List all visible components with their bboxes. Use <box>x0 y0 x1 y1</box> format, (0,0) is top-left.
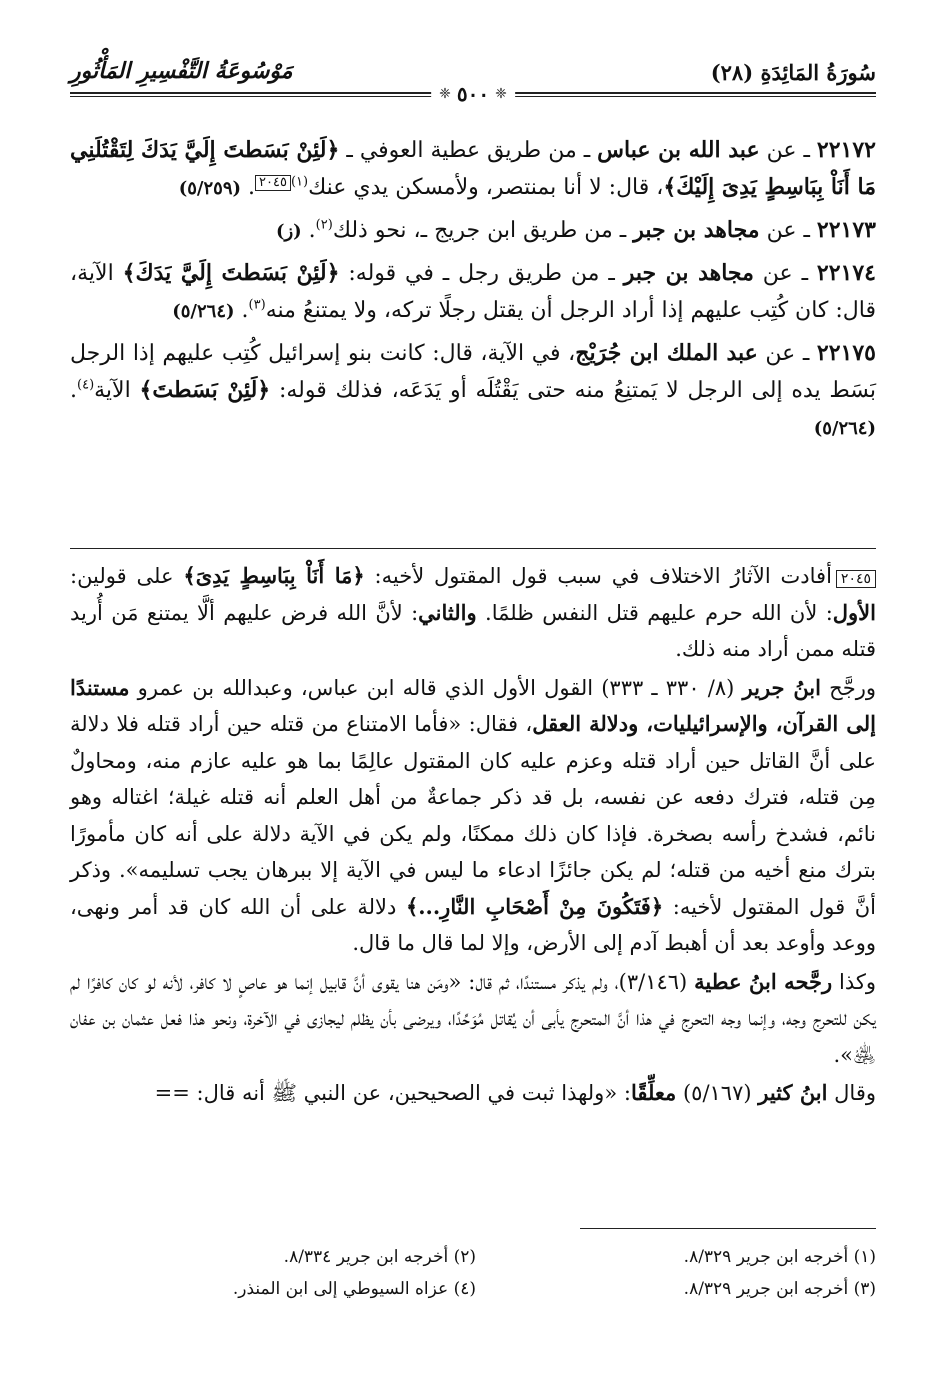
quran-quote: ﴿مَا أَنَاْ بِبَاسِطٍ يَدِىَ﴾ <box>183 563 365 588</box>
entry-text: الآية <box>94 378 140 403</box>
footnote-rule <box>580 1228 876 1229</box>
running-header <box>70 56 876 106</box>
scholar-name: رجَّحه ابنُ عطية <box>694 968 833 994</box>
ornament-icon: ❈ <box>495 86 507 102</box>
narrator-name: عبد الله بن عباس <box>597 137 760 163</box>
narration-list <box>70 132 876 452</box>
commentary-paragraph <box>70 1075 876 1112</box>
footnote-marker: (٣) <box>248 297 266 313</box>
footnote-marker: (٤) <box>77 377 95 393</box>
page-number-block <box>431 82 515 106</box>
commentary-text: ورجَّح <box>821 675 876 700</box>
narration-entry <box>70 335 876 447</box>
entry-text: ـ من طريق عطية العوفي ـ <box>339 138 598 163</box>
commentary-text: دلالة على أن الله كان قد أمر ونهى، ووعد وأوعد بعد أن أهبط آدم إلى الأرض، وإلا لما قال ما قال. <box>70 894 876 955</box>
commentary-text: ، فقال: «فأما الامتناع من قتله حين أراد قتله فلا دلالة على أنَّ القاتل حين أراد قتله وعزم عليه كان المقتول عالِمًا بما هو عليه عازم منه، ومحاولٌ مِن قتله، فترك دفعه عن نفسه، بل قد ذكر جماعةٌ من أهل العلم أنه قتله غيلة؛ اغتاله وهو نائم، فشدخ رأسه بصخرة. فإذا كان ذلك ممكنًا، ولم يكن في الآية دلالة على أنه كان مأمورًا بترك منع أخيه من قتله؛ لم يكن جائزًا ادعاء ما ليس في الآية إلا ببرهان يجب تسليمه». وذكر أنَّ قول المقتول لأخيه: <box>70 712 877 919</box>
footnote-marker: (٢) <box>315 217 333 233</box>
comment-type: معلِّقًا <box>630 1080 677 1105</box>
entry-number: ٢٢١٧٢ <box>816 137 876 163</box>
entry-text: ـ من طريق ابن جريج ـ، نحو ذلك <box>332 218 634 243</box>
entry-text: . <box>70 378 77 403</box>
second-opinion-label: والثاني <box>418 599 477 625</box>
footnote: (٣) أخرجه ابن جرير ٨/٣٢٩. <box>683 1279 876 1299</box>
narrator-name: عبد الملك ابن جُرَيْج <box>575 340 758 366</box>
volume-page-ref: (ز) <box>275 221 302 242</box>
book-title: مَوْسُوعَةُ التَّفْسِيرِ المَأْثُورِ <box>70 58 293 84</box>
ornament-icon: ❈ <box>439 86 451 102</box>
narration-entry <box>70 255 876 330</box>
commentary-block <box>70 558 876 1114</box>
quran-quote: ﴿لَئِنْ بَسَطتَ إِلَيَّ يَدَكَ لِتَقْتُلَنِي مَا أَنَاْ بِبَاسِطٍ يَدِىَ إِلَيْكَ﴾ <box>70 137 876 200</box>
commentary-box-number: ٢٠٤٥ <box>836 570 876 588</box>
commentary-text: أفادت الآثارُ الاختلاف في سبب قول المقتول لأخيه: <box>364 564 832 588</box>
commentary-text: (٣/١٤٦)، ولم يذكر مستندًا، ثم قال: «ومَن هنا يقوى أنَّ قابيل إنما هو عاصٍ لا كافر، لأنه لو كان كافرًا لم يكن للتحرج وجه، وإنما وجه التحرج في هذا أنَّ المتحرج يأبى أن يُقاتل مُوَحِّدًا، ويرضى بأن يظلم ليجازى في الآخرة، ونحو هذا فعل عثمان بن عفان ﵁». <box>70 969 876 1067</box>
entry-text: . <box>234 298 249 323</box>
entry-text: الآية، قال: كان كُتِب عليهم إذا أراد الرجل أن يقتل رجلًا تركه، ولا يمتنعُ منه <box>70 261 876 323</box>
narrator-name: مجاهد بن جبر <box>633 217 760 243</box>
footnote-marker: (١) <box>290 174 309 190</box>
evidence-basis: مستندًا إلى القرآن، والإسرائيليات، ودلالة العقل <box>70 674 876 736</box>
commentary-text: : لأنَّ الله فرض عليهم ألَّا يمتنع مَن أُريد قتله ممن أراد منه ذلك. <box>70 600 876 661</box>
surah-title: سُورَةُ المَائِدَةِ (٢٨) <box>710 60 876 85</box>
entry-text: ـ عن <box>759 138 817 163</box>
commentary-text: على قولين: <box>70 564 184 588</box>
footnotes <box>70 1242 876 1322</box>
footnote: (٤) عزاه السيوطي إلى ابن المنذر. <box>232 1279 476 1299</box>
entry-number: ٢٢١٧٤ <box>816 260 876 286</box>
entry-number: ٢٢١٧٣ <box>816 217 876 243</box>
narrator-name: مجاهد بن جبر <box>623 260 754 286</box>
commentary-text: وقال <box>827 1081 876 1105</box>
commentary-text: : «ولهذا ثبت في الصحيحين، عن النبي ﷺ أنه قال: == <box>154 1081 631 1105</box>
commentary-text: (٥/١٦٧) <box>676 1081 759 1105</box>
volume-page-ref: (٥/٢٦٤) <box>813 418 876 439</box>
page-number: ٥٠٠ <box>456 82 490 106</box>
volume-page-ref: (٥/٢٦٤) <box>172 301 235 322</box>
entry-text: ـ عن <box>759 218 817 243</box>
entry-text: ـ عن <box>753 261 817 286</box>
commentary-text: وكذا <box>832 969 877 994</box>
narration-entry <box>70 212 876 250</box>
commentary-text: : لأن الله حرم عليهم قتل النفس ظلمًا. <box>476 600 833 625</box>
entry-text: ، قال: لا أنا بمنتصر، ولأمسكن يدي عنك <box>308 175 664 200</box>
volume-page-ref: (٥/٢٥٩) <box>178 178 242 199</box>
entry-text: ، في الآية، قال: كانت بنو إسرائيل كُتِب عليهم إذا الرجل بَسَط يده إلى الرجل لا يَمتنِعُ منه حتى يَقْتُلَه أو يَدَعَه، فذلك قوله: <box>70 341 876 403</box>
section-divider <box>70 548 876 549</box>
quran-quote: ﴿لَئِنْ بَسَطتَ إِلَيَّ يَدَكَ﴾ <box>122 260 340 286</box>
commentary-paragraph <box>70 558 876 668</box>
commentary-paragraph <box>70 670 876 962</box>
narration-entry <box>70 132 876 207</box>
quran-quote: ﴿فَتَكُونَ مِنْ أَصْحَابِ النَّارِ...﴾ <box>405 893 664 919</box>
entry-text: ـ من طريق رجل ـ في قوله: <box>339 261 624 286</box>
entry-text: . <box>301 218 316 243</box>
commentary-text: (٨/ ٣٣٠ ـ ٣٣٣) القول الأول الذي قاله ابن عباس، وعبدالله بن عمرو <box>129 675 743 700</box>
quran-quote: ﴿لَئِنْ بَسَطتَ﴾ <box>139 377 271 403</box>
footnote: (٢) أخرجه ابن جرير ٨/٣٣٤. <box>283 1247 476 1267</box>
footnote: (١) أخرجه ابن جرير ٨/٣٢٩. <box>683 1247 876 1267</box>
scholar-name: ابنُ جرير <box>742 674 821 700</box>
entry-text: ـ عن <box>757 341 817 366</box>
entry-number: ٢٢١٧٥ <box>816 340 876 366</box>
commentary-paragraph <box>70 964 876 1074</box>
scholar-name: ابنُ كثير <box>758 1080 828 1105</box>
first-opinion-label: الأول <box>832 599 876 625</box>
entry-text: . <box>241 175 256 200</box>
commentary-box-ref: ٢٠٤٥ <box>255 175 291 191</box>
